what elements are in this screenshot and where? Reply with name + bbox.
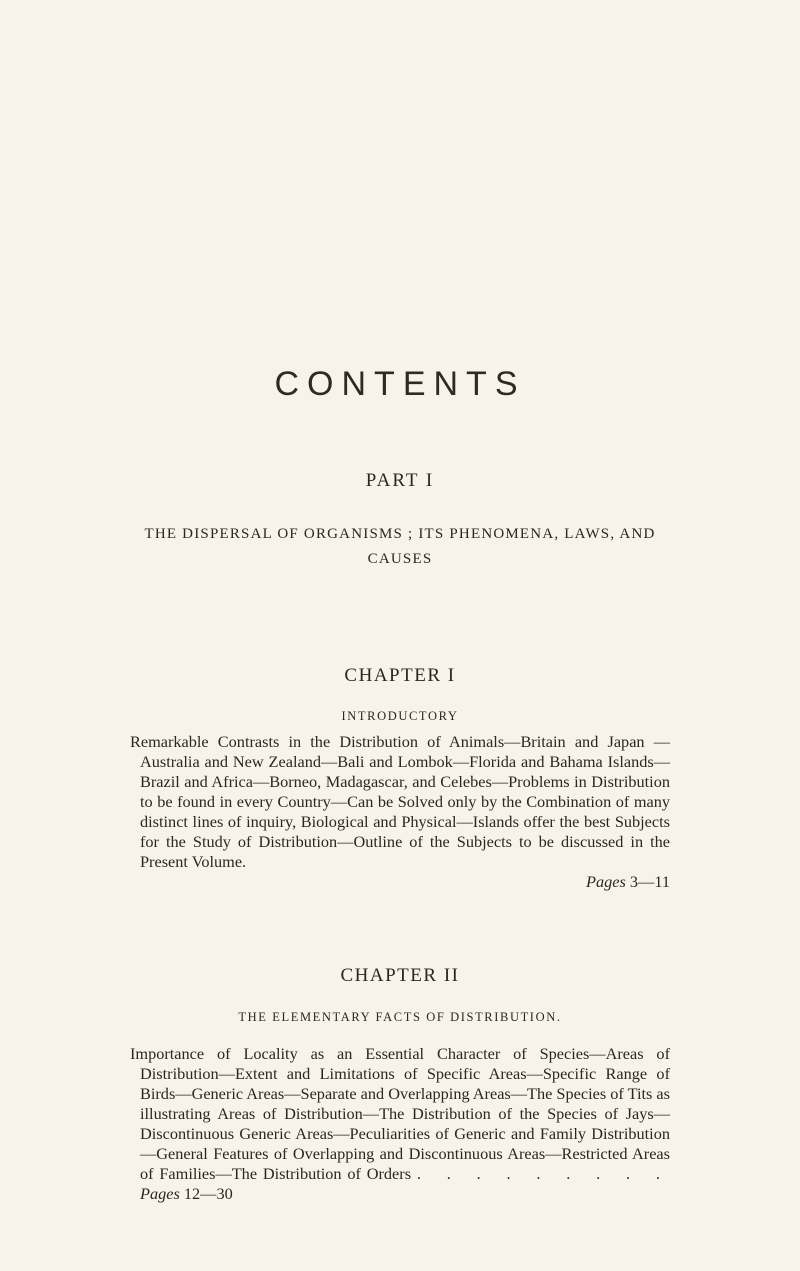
chapter-2-pages-range: 12—30 xyxy=(183,1184,233,1203)
chapter-2-summary-block xyxy=(130,1044,670,1204)
chapter-2-summary: Importance of Locality as an Essential Character of Species—Areas of Distribution—Extent and Limitations of Specific Areas—Specific Range of Birds—Generic Areas—Separate and Overlapping Areas—The Species of Tits as illustrating Areas of Distribution—The Distribution of the Species of Jays—Discontinuous Generic Areas—Peculiarities of Generic and Family Distribution—General Features of Overlapping and Discontinuous Areas—Restricted Areas of Families—The Distribution of Orders xyxy=(130,1044,670,1183)
contents-heading: CONTENTS xyxy=(274,365,526,403)
chapter-1-summary: Remarkable Contrasts in the Distribution of Animals—Britain and Japan —Australia and New Zealand—Bali and Lombok—Florida and Bahama Islands—Brazil and Africa—Borneo, Madagascar, and Celebes—Problems in Distribution to be found in every Country—Can be Solved only by the Combination of many distinct lines of inquiry, Biological and Physical—Islands offer the best Subjects for the Study of Distribution—Outline of the Subjects to be discussed in the Present Volume. xyxy=(130,732,670,871)
chapter-2-title: CHAPTER II xyxy=(340,965,460,986)
chapter-1-title: CHAPTER I xyxy=(344,665,456,686)
chapter-1-pages xyxy=(140,872,670,892)
part-subtitle: THE DISPERSAL OF ORGANISMS ; ITS PHENOMENA, LAWS, AND CAUSES xyxy=(144,526,656,567)
chapter-1-pages-label: Pages xyxy=(586,872,626,891)
chapter-2-pages-label: Pages xyxy=(140,1184,180,1203)
chapter-1-summary-block xyxy=(130,732,670,892)
chapter-2-leader-dots: . . . . . . . . . xyxy=(416,1164,670,1183)
chapter-2-subtitle: THE ELEMENTARY FACTS OF DISTRIBUTION. xyxy=(238,1010,562,1024)
part-title: PART I xyxy=(365,470,435,491)
chapter-1-subtitle: INTRODUCTORY xyxy=(341,709,459,723)
chapter-1-pages-range: 3—11 xyxy=(629,872,670,891)
